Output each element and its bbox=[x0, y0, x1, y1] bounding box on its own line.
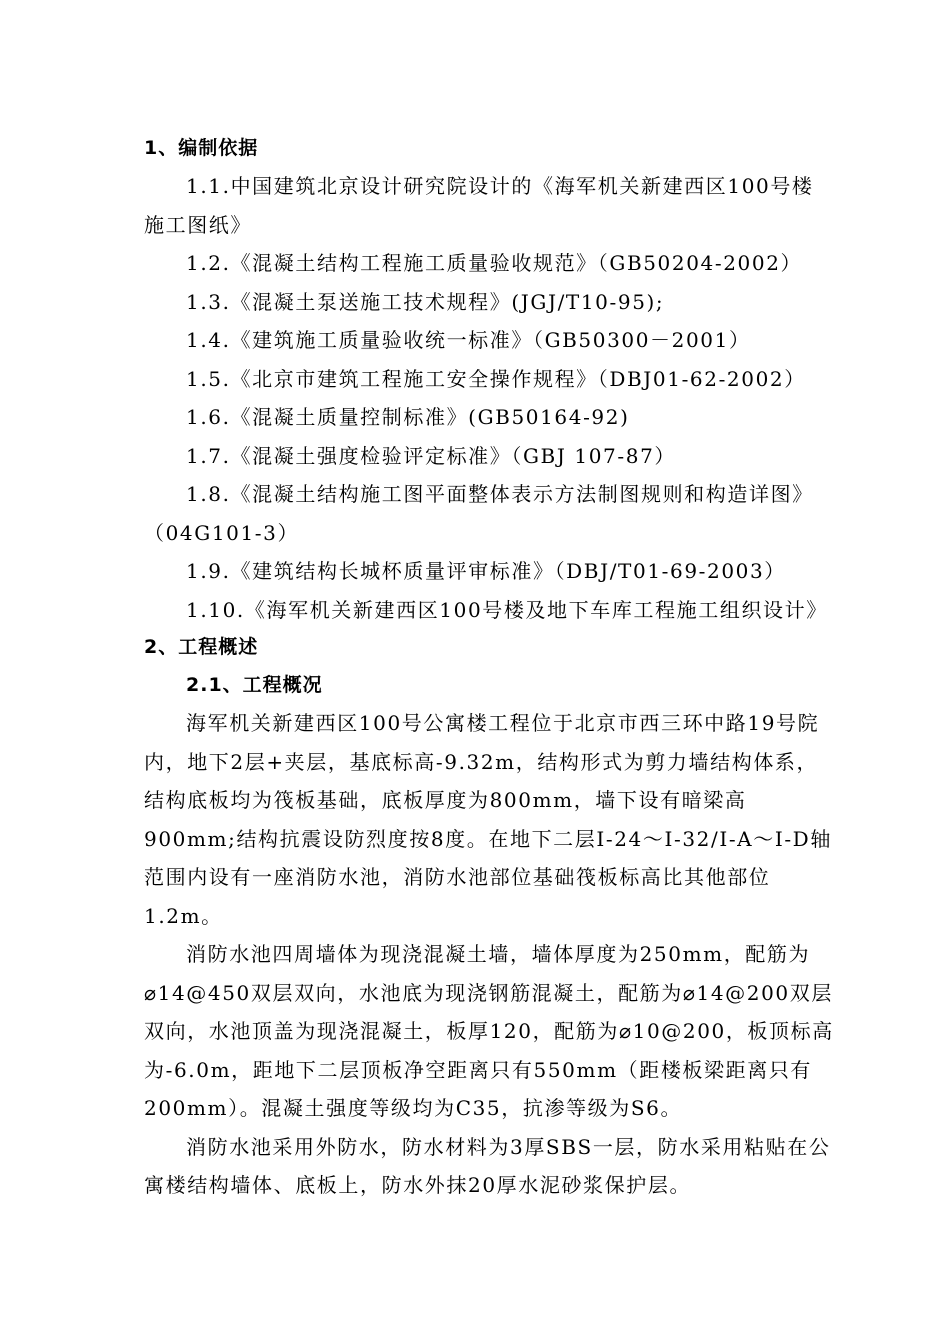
basis-item-5: 1.5.《北京市建筑工程施工安全操作规程》（DBJ01-62-2002） bbox=[186, 366, 806, 391]
basis-item-10: 1.10.《海军机关新建西区100号楼及地下车库工程施工组织设计》 bbox=[186, 597, 828, 622]
overview-paragraph-2: 消防水池四周墙体为现浇混凝土墙，墙体厚度为250mm，配筋为⌀14@450双层双向，水池底为现浇钢筋混凝土，配筋为⌀14@200双层双向，水池顶盖为现浇混凝土，板厚120，配筋为⌀10@200，板顶标高为-6.0m，距地下二层顶板净空距离只有550mm（距楼板梁距离只有200mm）。混凝土强度等级均为C35，抗渗等级为S6。 bbox=[144, 942, 834, 1120]
overview-paragraph-1: 海军机关新建西区100号公寓楼工程位于北京市西三环中路19号院内，地下2层+夹层，基底标高-9.32m，结构形式为剪力墙结构体系，结构底板均为筏板基础，底板厚度为800mm，墙下设有暗梁高900mm;结构抗震设防烈度按8度。在地下二层I-24～I-32/I-A～I-D轴范围内设有一座消防水池，消防水池部位基础筏板标高比其他部位1.2m。 bbox=[144, 711, 832, 928]
section-2-heading: 2、工程概述 bbox=[144, 636, 259, 658]
section-1-heading: 1、编制依据 bbox=[144, 137, 259, 159]
basis-item-3: 1.3.《混凝土泵送施工技术规程》(JGJ/T10-95); bbox=[186, 289, 665, 314]
basis-item-7: 1.7.《混凝土强度检验评定标准》（GBJ 107-87） bbox=[186, 443, 676, 468]
basis-item-6: 1.6.《混凝土质量控制标准》(GB50164-92) bbox=[186, 405, 630, 429]
document-body bbox=[144, 130, 834, 1205]
basis-item-9: 1.9.《建筑结构长城杯质量评审标准》（DBJ/T01-69-2003） bbox=[186, 559, 786, 583]
section-2-1-heading: 2.1、工程概况 bbox=[186, 674, 323, 696]
basis-item-1: 1.1.中国建筑北京设计研究院设计的《海军机关新建西区100号楼施工图纸》 bbox=[144, 174, 814, 237]
basis-item-8: 1.8.《混凝土结构施工图平面整体表示方法制图规则和构造详图》（04G101-3） bbox=[144, 482, 814, 545]
basis-item-4: 1.4.《建筑施工质量验收统一标准》（GB50300－2001） bbox=[186, 328, 751, 352]
basis-item-2: 1.2.《混凝土结构工程施工质量验收规范》（GB50204-2002） bbox=[186, 251, 803, 275]
overview-paragraph-3: 消防水池采用外防水，防水材料为3厚SBS一层，防水采用粘贴在公寓楼结构墙体、底板上，防水外抹20厚水泥砂浆保护层。 bbox=[144, 1134, 831, 1197]
